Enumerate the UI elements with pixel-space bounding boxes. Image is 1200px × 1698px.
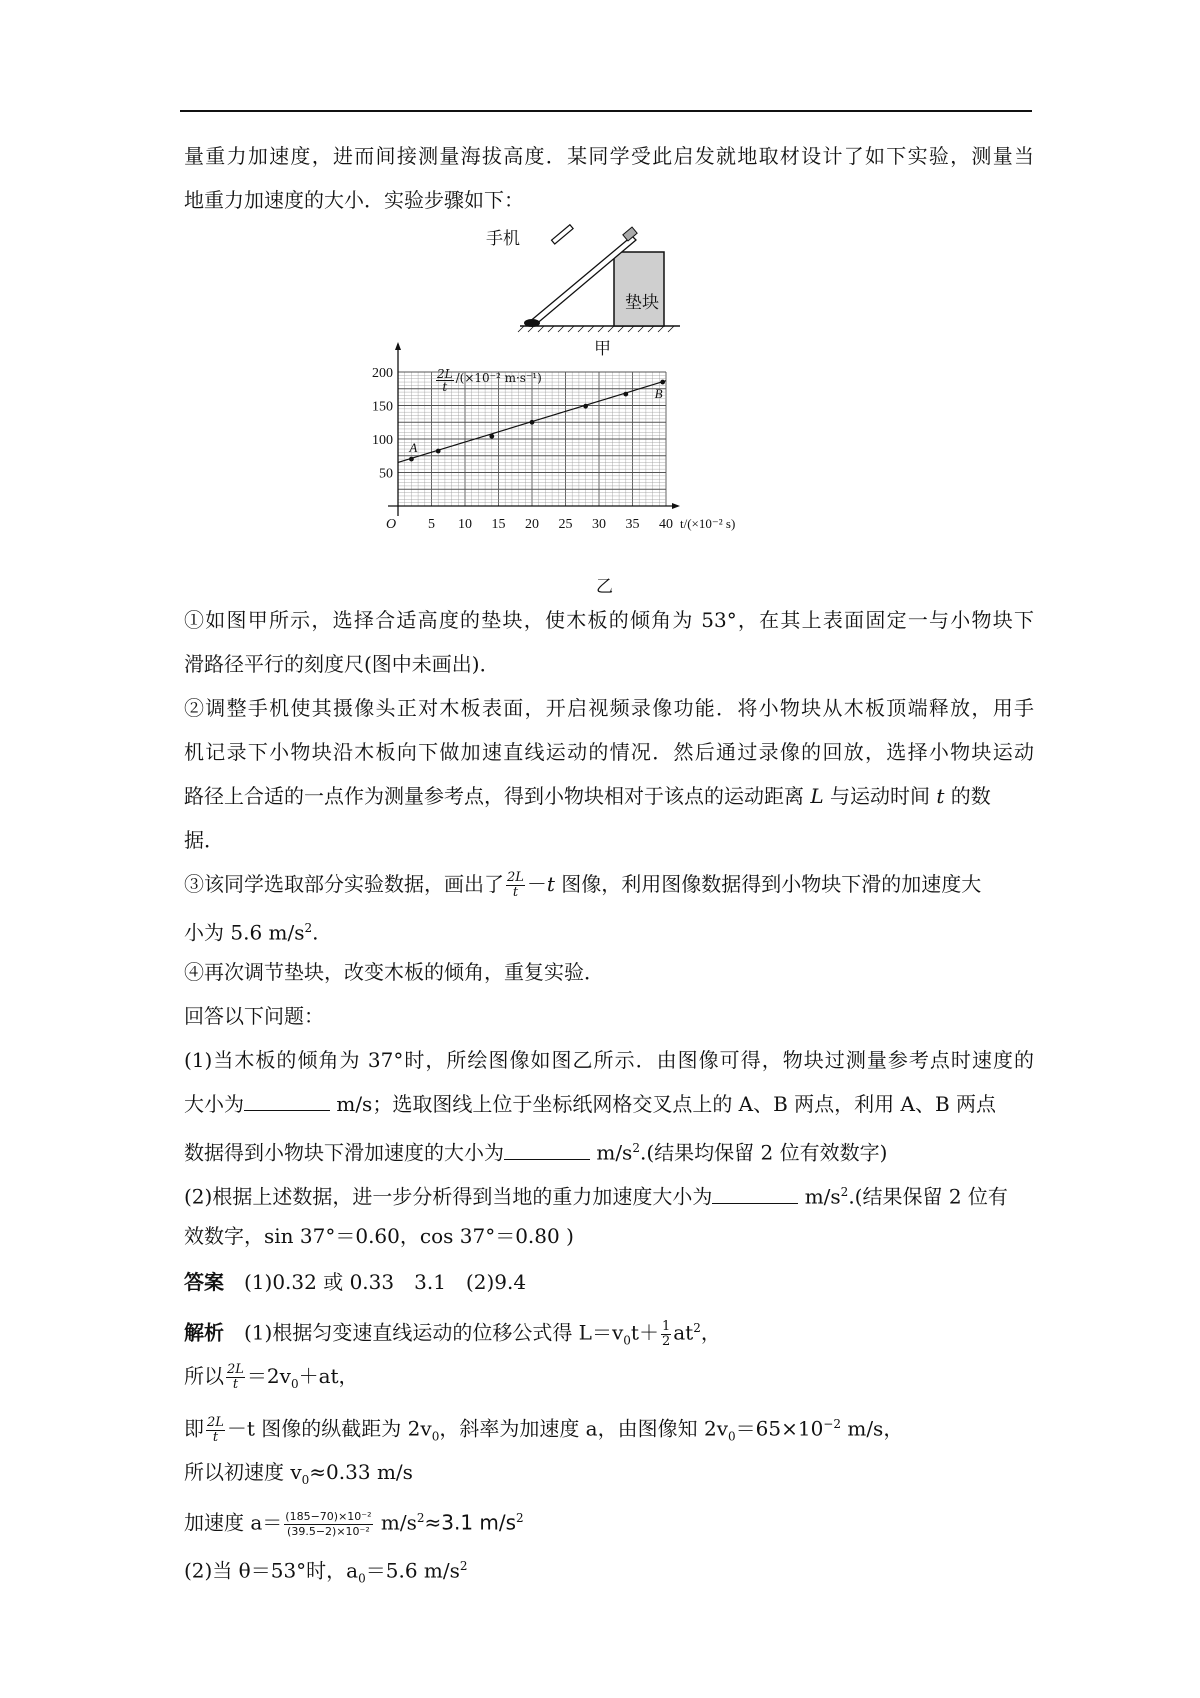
- analysis-line-2: [184, 1362, 1034, 1398]
- y-label-num: 2L: [437, 367, 453, 381]
- y-axis-label: [434, 368, 542, 393]
- analysis-l3-sub: 0: [431, 1429, 440, 1444]
- analysis-l1-d: ，: [700, 1320, 721, 1345]
- x-tick-label: 10: [458, 517, 472, 532]
- analysis-l3-sub2: 0: [728, 1429, 736, 1444]
- frac-den: t: [512, 885, 519, 900]
- analysis-label: 解析: [184, 1320, 224, 1345]
- analysis-l2-a: 所以: [184, 1364, 224, 1388]
- step-3-line-1: [184, 870, 1034, 900]
- step-2-line-3-a: 路径上合适的一点作为测量参考点，得到小物块相对于该点的运动距离: [184, 784, 811, 808]
- step-2-line-4: 据．: [184, 828, 224, 852]
- intro-line-1: 量重力加速度，进而间接测量海拔高度．某同学受此启发就地取材设计了如下实验，测量当: [184, 144, 1034, 168]
- answer-blank-1[interactable]: [244, 1092, 330, 1111]
- point-label: B: [654, 386, 663, 402]
- y-tick-label: 50: [379, 466, 393, 482]
- analysis-l5-den: (39.5−2)×10⁻²: [287, 1524, 370, 1538]
- q2-line-2: 效数字，sin 37°＝0.60，cos 37°＝0.80 ): [184, 1224, 574, 1248]
- x-tick-label: 40: [659, 517, 673, 532]
- q1-l2-b: m/s；选取图线上位于坐标纸网格交叉点上的 A、B 两点，利用 A、B 两点: [330, 1092, 997, 1116]
- x-tick-label: 30: [592, 517, 606, 532]
- analysis-l1-num: 1: [661, 1318, 671, 1334]
- frac-num: 2L: [507, 870, 524, 885]
- figure-a-caption: 甲: [594, 339, 611, 359]
- analysis-line-3: [184, 1410, 1034, 1451]
- analysis-l2-b: ＝2v: [246, 1364, 291, 1388]
- q1-l3-b: m/s: [590, 1140, 633, 1165]
- analysis-l2-sub: 0: [290, 1377, 299, 1391]
- analysis-l3-d: ＝65×10: [735, 1416, 824, 1441]
- analysis-l2-num: 2L: [227, 1362, 244, 1377]
- analysis-line-1: [184, 1314, 1034, 1355]
- var-L: L: [810, 784, 824, 808]
- q1-line-3: [184, 1134, 1034, 1167]
- q1-line-1: (1)当木板的倾角为 37°时，所绘图像如图乙所示．由图像可得，物块过测量参考点时速度的: [184, 1048, 1034, 1072]
- answer-blank-3[interactable]: [712, 1185, 798, 1204]
- analysis-line-6: [184, 1552, 1034, 1593]
- q2-l1-sup: 2: [840, 1185, 849, 1199]
- answer-line: [184, 1268, 1034, 1296]
- step-3-sup: 2: [304, 921, 313, 935]
- analysis-l4-sub: 0: [301, 1473, 310, 1487]
- analysis-l5-a: 加速度 a＝: [184, 1510, 283, 1535]
- y-tick-label: 100: [372, 433, 393, 448]
- analysis-l1-a: (1)根据匀变速直线运动的位移公式得 L＝v: [244, 1320, 624, 1345]
- x-axis-label: t/(×10⁻² s): [680, 516, 736, 531]
- q1-line-2: [184, 1090, 1034, 1118]
- analysis-l2-den: t: [232, 1377, 239, 1392]
- point-label: A: [409, 440, 418, 456]
- step-3-d: 图像，利用图像数据得到小物块下滑的加速度大: [554, 872, 982, 896]
- phone-label: 手机: [486, 229, 520, 249]
- answer-blank-2[interactable]: [504, 1141, 590, 1160]
- analysis-l6-sub: 0: [358, 1571, 366, 1586]
- origin-label: O: [386, 517, 397, 532]
- data-point: [489, 434, 494, 439]
- figure-a-incline: [510, 222, 690, 347]
- x-tick-label: 5: [428, 517, 435, 532]
- q2-l1-c: .(结果保留 2 位有: [848, 1184, 1008, 1209]
- block-label: 垫块: [625, 293, 659, 313]
- analysis-l6-a: (2)当 θ＝53°时，a: [184, 1558, 359, 1583]
- analysis-l3-den: t: [212, 1429, 219, 1445]
- step-3-a: ③该同学选取部分实验数据，画出了: [184, 872, 504, 896]
- analysis-l3-num: 2L: [207, 1414, 224, 1430]
- figure-b-caption: 乙: [596, 577, 613, 597]
- figure-b-chart: [372, 364, 820, 584]
- var-t: t: [936, 784, 945, 808]
- y-tick-label: 150: [372, 399, 393, 415]
- analysis-l5-sup: 2: [416, 1511, 425, 1525]
- x-tick-label: 35: [625, 517, 640, 532]
- analysis-l3-sup: −2: [823, 1417, 841, 1431]
- header-rule: [180, 110, 1032, 112]
- answer-text: (1)0.32 或 0.33 3.1 (2)9.4: [244, 1270, 527, 1294]
- data-point: [530, 420, 535, 425]
- step-2-line-3-e: 的数: [944, 784, 991, 808]
- x-axis-arrow: [672, 503, 680, 509]
- step-1-line-2: 滑路径平行的刻度尺(图中未画出)．: [184, 652, 500, 676]
- analysis-l3-c: ，斜率为加速度 a，由图像知 2v: [439, 1416, 728, 1441]
- step-4: ④再次调节垫块，改变木板的倾角，重复实验．: [184, 960, 604, 984]
- y-label-unit: /(×10⁻² m·s⁻¹): [455, 371, 542, 385]
- q1-l3-a: 数据得到小物块下滑加速度的大小为: [184, 1140, 504, 1165]
- step-3-l2-a: 小为 5.6 m/s: [184, 920, 305, 945]
- analysis-l1-sub: 0: [623, 1333, 631, 1348]
- step-3-l2-b: .: [312, 920, 319, 945]
- x-tick-label: 25: [558, 517, 573, 532]
- analysis-l1-sup: 2: [693, 1321, 701, 1335]
- step-2-line-3-c: 与运动时间: [823, 784, 937, 808]
- data-point: [583, 404, 588, 409]
- analysis-line-4: [184, 1458, 1034, 1494]
- step-2-line-3: [184, 782, 1034, 810]
- analysis-l5-num: (185−70)×10⁻²: [285, 1509, 372, 1523]
- analysis-l1-den: 2: [661, 1333, 671, 1349]
- analysis-l5-b: m/s: [374, 1510, 417, 1535]
- step-3-line-2: [184, 914, 1034, 947]
- step-3-t: t: [546, 872, 555, 896]
- x-tick-label: 20: [525, 517, 539, 532]
- step-2-line-2: 机记录下小物块沿木板向下做加速直线运动的情况．然后通过录像的回放，选择小物块运动: [184, 740, 1034, 764]
- analysis-l5-c: ≈3.1 m/s: [424, 1510, 517, 1535]
- y-label-den: t: [442, 380, 448, 394]
- step-1-line-1: ①如图甲所示，选择合适高度的垫块，使木板的倾角为 53°，在其上表面固定一与小物块下: [184, 608, 1034, 632]
- analysis-l1-b: t＋: [630, 1320, 659, 1345]
- questions-intro: 回答以下问题：: [184, 1004, 324, 1028]
- analysis-l3-e: m/s，: [841, 1416, 904, 1441]
- analysis-l4-a: 所以初速度 v: [184, 1460, 302, 1484]
- data-point: [436, 449, 441, 454]
- analysis-line-5: [184, 1504, 1034, 1539]
- analysis-l2-c: ＋at，: [298, 1364, 359, 1388]
- q1-l3-sup: 2: [632, 1141, 640, 1155]
- y-tick-label: 200: [372, 366, 393, 381]
- data-point: [660, 380, 665, 385]
- phone-shape: [552, 225, 574, 244]
- analysis-l1-c: at: [673, 1320, 694, 1345]
- x-tick-label: 15: [491, 517, 506, 532]
- q2-l1-a: (2)根据上述数据，进一步分析得到当地的重力加速度大小为: [184, 1184, 713, 1209]
- analysis-l6-b: ＝5.6 m/s: [365, 1558, 460, 1583]
- step-2-line-1: ②调整手机使其摄像头正对木板表面，开启视频录像功能．将小物块从木板顶端释放，用手: [184, 696, 1034, 720]
- q2-line-1: [184, 1178, 1034, 1211]
- step-3-minus: －: [526, 872, 547, 896]
- analysis-l3-b: －t 图像的纵截距为 2v: [226, 1416, 432, 1441]
- analysis-l6-sup: 2: [459, 1559, 468, 1573]
- analysis-l4-b: ≈0.33 m/s: [309, 1460, 413, 1484]
- answer-label: 答案: [184, 1270, 224, 1294]
- analysis-l5-sup2: 2: [516, 1511, 524, 1525]
- analysis-l3-a: 即: [184, 1416, 204, 1441]
- intro-line-2: 地重力加速度的大小．实验步骤如下：: [184, 188, 524, 212]
- y-axis-arrow: [395, 342, 401, 350]
- q1-l3-c: .(结果均保留 2 位有效数字): [639, 1140, 888, 1165]
- data-point: [623, 392, 628, 397]
- q1-l2-a: 大小为: [184, 1092, 244, 1116]
- q2-l1-b: m/s: [798, 1184, 841, 1209]
- data-point: [409, 457, 414, 462]
